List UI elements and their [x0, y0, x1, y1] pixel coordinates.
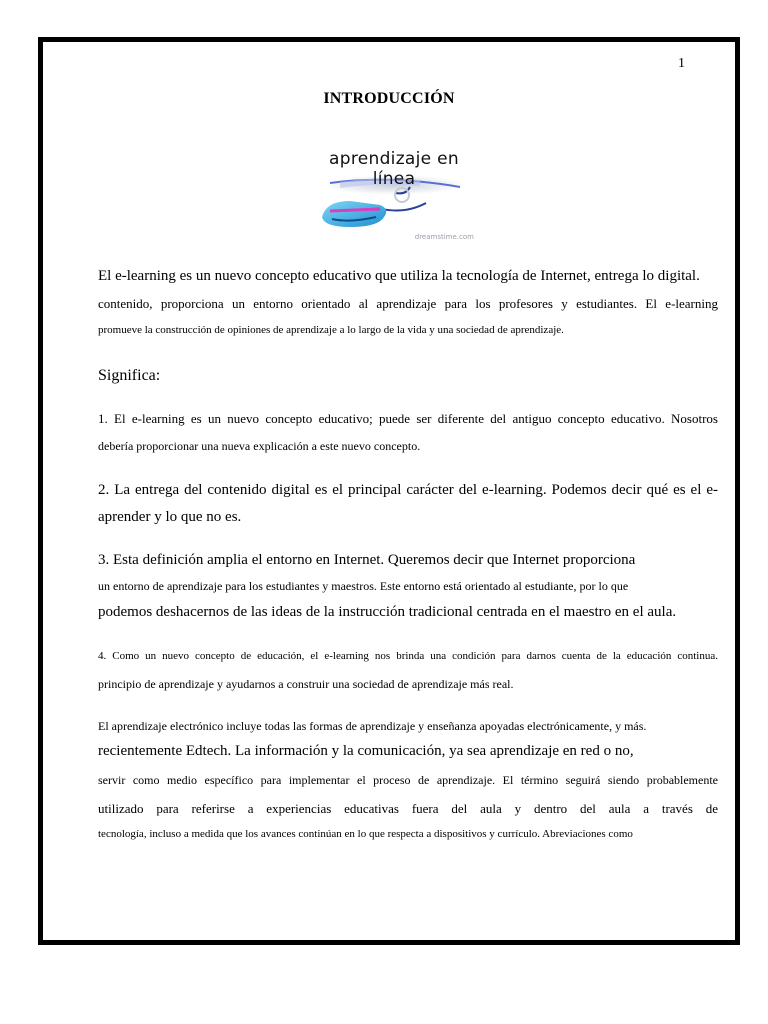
point4-line-1: 4. Como un nuevo concepto de educación, el e-learning nos brinda una condición para darnos cuenta de la educación continua.	[98, 650, 718, 662]
intro-line-3: promueve la construcción de opiniones de aprendizaje a lo largo de la vida y una sociedad de aprendizaje.	[98, 324, 564, 336]
point4-line-2: principio de aprendizaje y ayudarnos a construir una sociedad de aprendizaje más real.	[98, 677, 514, 691]
point1-line-2: debería proporcionar una nueva explicación a este nuevo concepto.	[98, 439, 421, 453]
significa-heading: Significa:	[98, 367, 161, 384]
page-frame	[38, 37, 740, 945]
page-number: 1	[678, 56, 685, 71]
closing-line-2: recientemente Edtech. La información y la comunicación, ya sea aprendizaje en red o no,	[98, 743, 634, 759]
intro-line-1: El e-learning es un nuevo concepto educativo que utiliza la tecnología de Internet, entrega lo digital.	[98, 268, 700, 284]
closing-line-5: tecnología, incluso a medida que los avances continúan en lo que respecta a dispositivos y currículo. Abreviaciones como	[98, 828, 633, 840]
point1-line-1: 1. El e-learning es un nuevo concepto educativo; puede ser diferente del antiguo concepto educativo. Nosotros	[98, 411, 718, 426]
closing-line-1: El aprendizaje electrónico incluye todas las formas de aprendizaje y enseñanza apoyadas electrónicamente, y más.	[98, 719, 647, 733]
page-title: INTRODUCCIÓN	[323, 90, 455, 107]
closing-line-3: servir como medio específico para implementar el proceso de aprendizaje. El término seguirá siendo probablemente	[98, 773, 718, 787]
image-watermark: dreamstime.com	[414, 233, 474, 241]
elearning-image	[310, 145, 478, 243]
image-caption: aprendizaje en línea	[329, 149, 459, 189]
point2-line-2: aprender y lo que no es.	[98, 509, 242, 525]
closing-line-4: utilizado para referirse a experiencias educativas fuera del aula y dentro del aula a través de	[98, 801, 718, 816]
intro-line-2: contenido, proporciona un entorno orientado al aprendizaje para los profesores y estudiantes. El e-learning	[98, 296, 718, 311]
point3-line-3: podemos deshacernos de las ideas de la instrucción tradicional centrada en el maestro en el aula.	[98, 604, 677, 620]
point3-line-2: un entorno de aprendizaje para los estudiantes y maestros. Este entorno está orientado al estudiante, por lo que	[98, 579, 629, 593]
point2-line-1: 2. La entrega del contenido digital es el principal carácter del e-learning. Podemos decir qué es el e-	[98, 482, 718, 498]
point3-line-1: 3. Esta definición amplia el entorno en Internet. Queremos decir que Internet proporciona	[98, 552, 636, 568]
